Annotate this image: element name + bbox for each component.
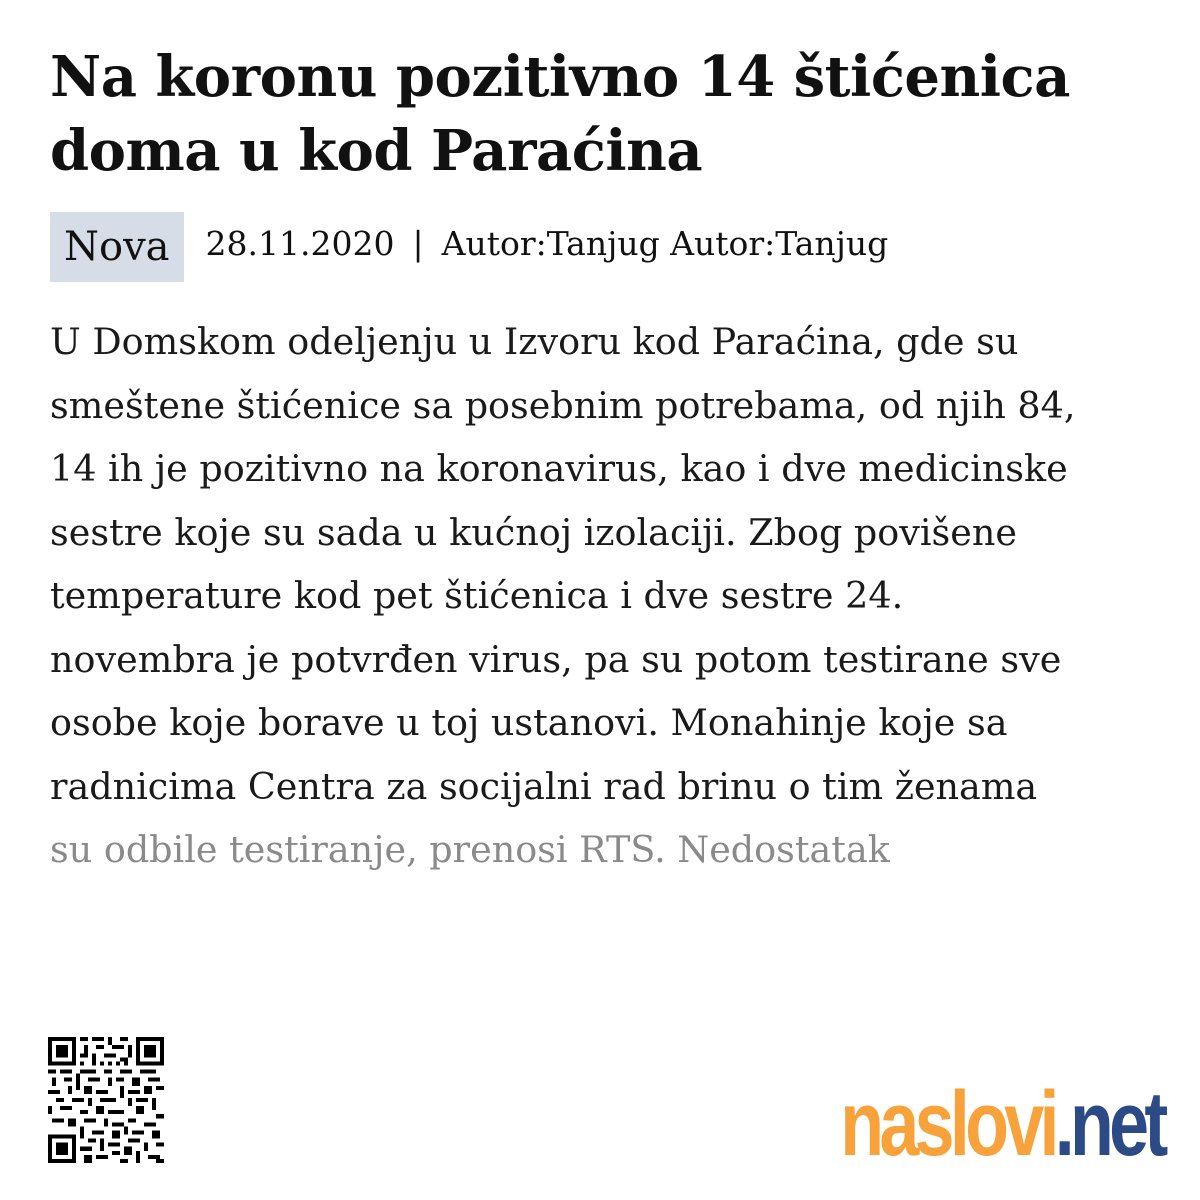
meta-info xyxy=(206,224,889,263)
body-line: sestre koje su sada u kućnoj izolaciji. Zbog povišene xyxy=(50,510,1018,554)
body-line: 14 ih je pozitivno na koronavirus, kao i dve medicinske xyxy=(50,447,1068,490)
article-body xyxy=(50,310,1160,882)
logo-text-part1: naslovi xyxy=(840,1073,1056,1175)
body-line: U Domskom odeljenju u Izvoru kod Paraćina, gde su xyxy=(50,320,1019,363)
article-meta xyxy=(50,212,888,282)
body-line: temperature kod pet štićenica i dve sestre 24. xyxy=(50,574,904,617)
body-line: radnicima Centra za socijalni rad brinu o tim ženama xyxy=(50,764,1038,808)
qr-code-icon[interactable] xyxy=(48,1037,164,1163)
body-line: novembra je potvrđen virus, pa su potom testirane sve xyxy=(50,637,1062,681)
logo-text-part2: .net xyxy=(1055,1073,1164,1175)
publish-date: 28.11.2020 xyxy=(205,224,395,263)
article-title: Na koronu pozitivno 14 štićenica doma u kod Paraćina xyxy=(50,44,1070,184)
body-line: osobe koje borave u toj ustanovi. Monahinje koje sa xyxy=(50,701,1008,744)
author-line: Autor:Tanjug Autor:Tanjug xyxy=(441,224,889,263)
body-line: smeštene štićenice sa posebnim potrebama, od njih 84, xyxy=(50,383,1076,427)
body-line-faded: su odbile testiranje, prenosi RTS. Nedostatak xyxy=(50,828,890,871)
meta-separator: | xyxy=(412,224,424,263)
naslovi-logo[interactable] xyxy=(840,1060,1164,1175)
source-badge[interactable]: Nova xyxy=(50,212,184,282)
